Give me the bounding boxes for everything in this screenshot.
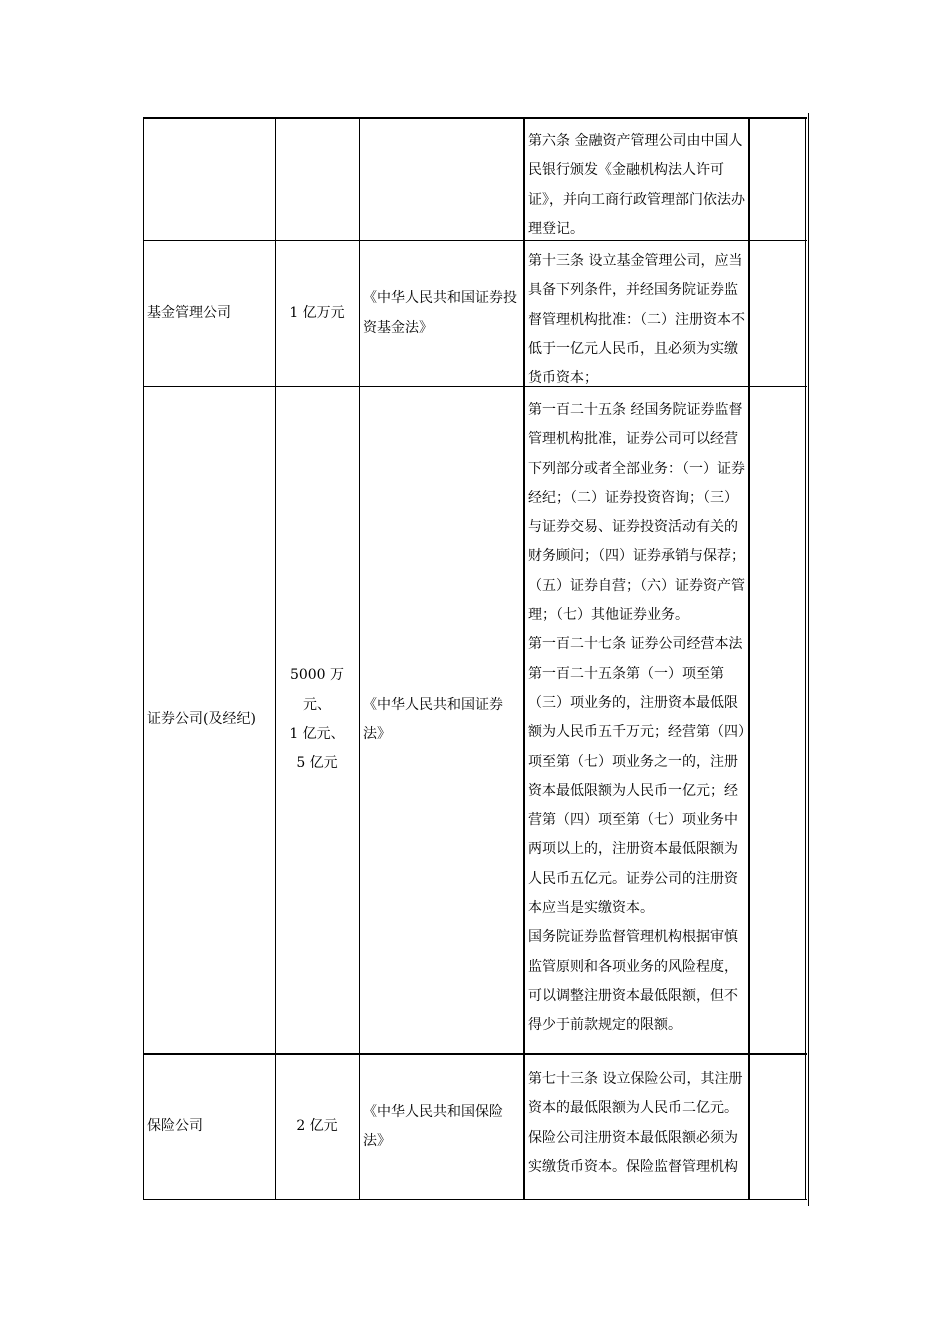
capital-line: 2 亿元 bbox=[296, 1118, 338, 1135]
law-cell bbox=[363, 241, 523, 386]
column-divider bbox=[805, 117, 806, 1200]
entity-cell bbox=[147, 387, 272, 1053]
law-name: 《中华人民共和国保险法》 bbox=[363, 1103, 503, 1149]
column-divider bbox=[359, 117, 360, 1200]
provision-text: 国务院证券监督管理机构根据审慎监管原则和各项业务的风险程度，可以调整注册资本最低限额，但不得少于前款规定的限额。 bbox=[528, 929, 738, 1034]
column-divider bbox=[523, 117, 525, 1200]
entity-cell bbox=[147, 241, 272, 386]
entity-name: 保险公司 bbox=[147, 1118, 203, 1135]
capital-line: 1 亿元、 bbox=[289, 726, 345, 742]
capital-line: 5000 万元、 bbox=[289, 667, 345, 713]
provision-text: 第一百二十五条 经国务院证券监督管理机构批准，证券公司可以经营下列部分或者全部业务：（一）证券经纪；（二）证券投资咨询；（三）与证券交易、证券投资活动有关的财务顾问；（四）证券承销与保荐；（五）证券自营；（六）证券资产管理；（七）其他证券业务。 bbox=[528, 402, 745, 624]
capital-cell bbox=[278, 387, 356, 1053]
entity-cell bbox=[147, 1055, 272, 1199]
provision-text: 第一百二十七条 证券公司经营本法第一百二十五条第（一）项至第（三）项业务的，注册资本最低限额为人民币五千万元；经营第（四）项至第（七）项业务之一的，注册资本最低限额为人民币一亿元；经营第（四）项至第（七）项业务中两项以上的，注册资本最低限额为人民币五亿元。证券公司的注册资本应当是实缴资本。 bbox=[528, 636, 745, 917]
table-row bbox=[528, 127, 746, 244]
law-cell bbox=[363, 1055, 523, 1199]
provision-cell bbox=[528, 247, 746, 393]
row-divider bbox=[143, 1199, 807, 1200]
provision-cell bbox=[528, 396, 746, 1041]
column-divider bbox=[143, 117, 144, 1200]
entity-name: 证券公司(及经纪) bbox=[147, 711, 256, 728]
page-edge-line bbox=[808, 113, 809, 1206]
provision-cell bbox=[528, 1065, 746, 1199]
row-divider bbox=[143, 117, 807, 119]
capital-line: 5 亿元 bbox=[296, 755, 338, 772]
law-name: 《中华人民共和国证券投资基金法》 bbox=[363, 290, 517, 336]
entity-name: 基金管理公司 bbox=[147, 304, 231, 321]
capital-cell bbox=[278, 241, 356, 386]
provision-text: 第六条 金融资产管理公司由中国人民银行颁发《金融机构法人许可证》，并向工商行政管理部门依法办理登记。 bbox=[528, 133, 745, 237]
law-cell bbox=[363, 387, 523, 1053]
column-divider bbox=[275, 117, 276, 1200]
column-divider bbox=[748, 117, 750, 1200]
law-name: 《中华人民共和国证券法》 bbox=[363, 696, 503, 742]
provision-text: 保险公司注册资本最低限额必须为实缴货币资本。保险监督管理机构 bbox=[528, 1129, 738, 1175]
capital-line: 1 亿万元 bbox=[289, 304, 345, 321]
capital-cell bbox=[278, 1055, 356, 1199]
provision-text: 第七十三条 设立保险公司，其注册资本的最低限额为人民币二亿元。 bbox=[528, 1071, 743, 1117]
provision-text: 第十三条 设立基金管理公司，应当具备下列条件，并经国务院证券监督管理机构批准：（二）注册资本不低于一亿元人民币，且必须为实缴货币资本； bbox=[528, 253, 745, 387]
